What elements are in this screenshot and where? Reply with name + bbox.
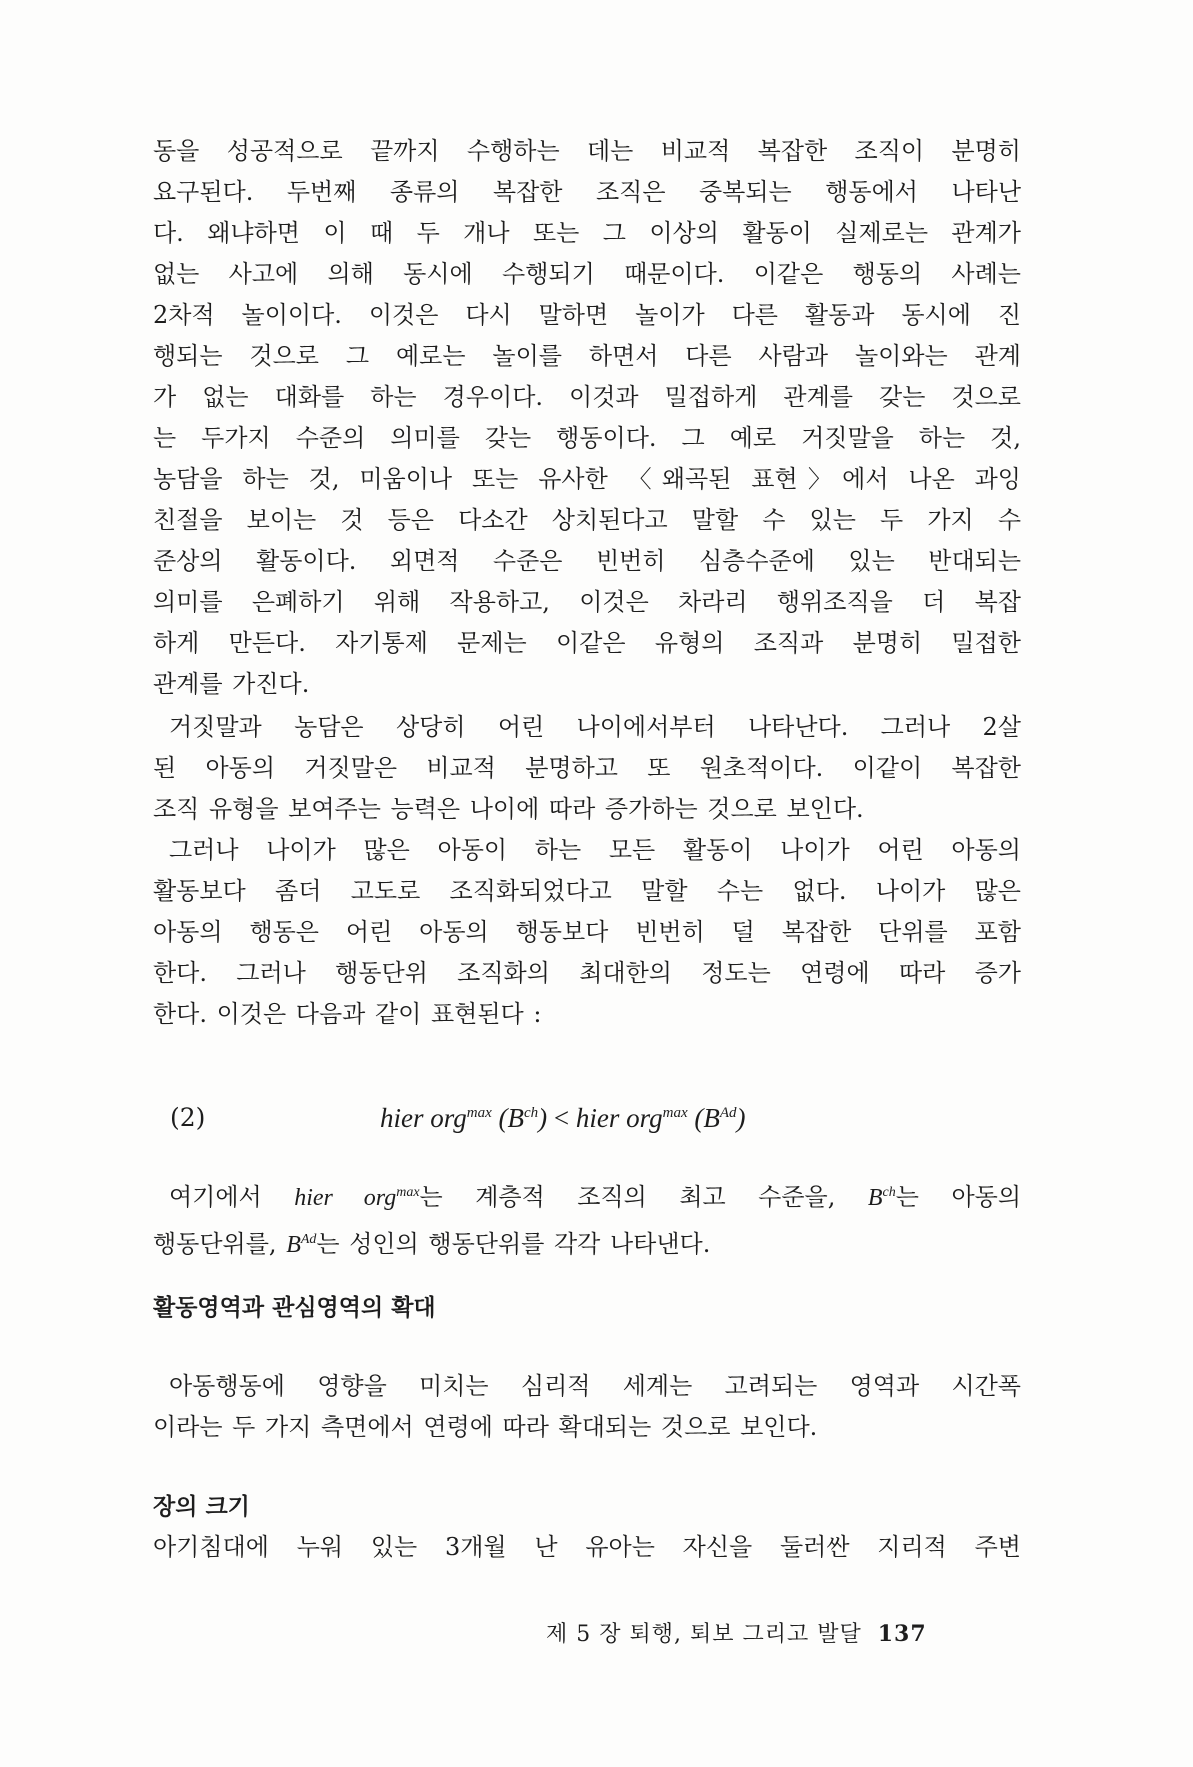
text-span: 여기에서 xyxy=(169,1183,295,1211)
eq-right-arg-sup: Ad xyxy=(719,1105,737,1121)
text-line xyxy=(153,1172,1021,1219)
eq-left-term: hier org xyxy=(380,1103,467,1133)
eq-right-term: hier org xyxy=(575,1103,663,1133)
section-heading: 활동영역과 관심영역의 확대 xyxy=(153,1295,436,1321)
eq-right-close: ) xyxy=(736,1103,746,1133)
term-hier-org xyxy=(294,1185,419,1211)
text-line: 이라는 두 가지 측면에서 연령에 따라 확대되는 것으로 보인다. xyxy=(153,1413,818,1441)
eq-right-arg: (B xyxy=(694,1103,720,1133)
text-span: 는 성인의 행동단위를 각각 나타낸다. xyxy=(316,1230,711,1258)
term-b-ad xyxy=(286,1232,316,1258)
page-footer xyxy=(546,1617,927,1648)
paragraph-5 xyxy=(153,1366,1021,1448)
text-line: 준상의 활동이다. 외면적 수준은 빈번히 심층수준에 있는 반대되는 xyxy=(153,547,1021,575)
paragraph-6 xyxy=(153,1527,1021,1568)
paragraph-1 xyxy=(153,131,1021,705)
subsection-heading: 장의 크기 xyxy=(153,1494,250,1520)
term-sup: Ad xyxy=(300,1232,317,1247)
text-line: 행되는 것으로 그 예로는 놀이를 하면서 다른 사람과 놀이와는 관계 xyxy=(153,342,1021,370)
paragraph-4 xyxy=(153,1172,1021,1266)
eq-left-close: ) xyxy=(538,1103,548,1133)
eq-left-arg: (B xyxy=(498,1103,524,1133)
text-line: 아동행동에 영향을 미치는 심리적 세계는 고려되는 영역과 시간폭 xyxy=(169,1372,1021,1400)
text-line: 농담을 하는 것, 미움이나 또는 유사한 〈왜곡된 표현〉에서 나온 과잉 xyxy=(153,465,1021,493)
text-line: 아기침대에 누워 있는 3개월 난 유아는 자신을 둘러싼 지리적 주변 xyxy=(153,1533,1021,1561)
text-line: 활동보다 좀더 고도로 조직화되었다고 말할 수는 없다. 나이가 많은 xyxy=(153,877,1021,905)
paragraph-3 xyxy=(153,830,1021,1035)
text-line: 조직 유형을 보여주는 능력은 나이에 따라 증가하는 것으로 보인다. xyxy=(153,795,864,823)
text-line: 거짓말과 농담은 상당히 어린 나이에서부터 나타난다. 그러나 2살 xyxy=(169,713,1021,741)
paragraph-2 xyxy=(153,707,1021,830)
term-b-ch xyxy=(868,1185,896,1211)
text-span: 행동단위를, xyxy=(153,1230,287,1258)
text-line: 는 두가지 수준의 의미를 갖는 행동이다. 그 예로 거짓말을 하는 것, xyxy=(153,424,1021,452)
text-line: 한다. 이것은 다음과 같이 표현된다 : xyxy=(153,1000,542,1028)
eq-left-sup: max xyxy=(466,1105,492,1121)
text-line: 2차적 놀이이다. 이것은 다시 말하면 놀이가 다른 활동과 동시에 진 xyxy=(153,301,1021,329)
equation-body xyxy=(380,1103,746,1134)
text-line xyxy=(153,1219,1021,1266)
page-number: 137 xyxy=(877,1621,927,1647)
text-line: 가 없는 대화를 하는 경우이다. 이것과 밀접하게 관계를 갖는 것으로 xyxy=(153,383,1021,411)
equation-2 xyxy=(170,1103,1021,1143)
text-line: 요구된다. 두번째 종류의 복잡한 조직은 중복되는 행동에서 나타난 xyxy=(153,178,1021,206)
term-text: hier org xyxy=(294,1185,397,1211)
eq-operator: < xyxy=(553,1103,570,1133)
text-line: 관계를 가진다. xyxy=(153,670,310,698)
text-line: 다. 왜냐하면 이 때 두 개나 또는 그 이상의 활동이 실제로는 관계가 xyxy=(153,219,1021,247)
term-text: B xyxy=(867,1185,883,1211)
text-line: 친절을 보이는 것 등은 다소간 상치된다고 말할 수 있는 두 가지 수 xyxy=(153,506,1021,534)
text-line: 하게 만든다. 자기통제 문제는 이같은 유형의 조직과 분명히 밀접한 xyxy=(153,629,1021,657)
text-line: 의미를 은폐하기 위해 작용하고, 이것은 차라리 행위조직을 더 복잡 xyxy=(153,588,1021,616)
equation-number: (2) xyxy=(170,1103,206,1132)
eq-left-arg-sup: ch xyxy=(523,1105,539,1121)
text-line: 아동의 행동은 어린 아동의 행동보다 빈번히 덜 복잡한 단위를 포함 xyxy=(153,918,1021,946)
running-footer-chapter: 제 5 장 퇴행, 퇴보 그리고 발달 xyxy=(546,1622,862,1647)
term-sup: ch xyxy=(882,1185,896,1200)
text-line: 그러나 나이가 많은 아동이 하는 모든 활동이 나이가 어린 아동의 xyxy=(169,836,1021,864)
text-line: 동을 성공적으로 끝까지 수행하는 데는 비교적 복잡한 조직이 분명히 xyxy=(153,137,1021,165)
text-span: 는 아동의 xyxy=(895,1183,1021,1211)
eq-right-sup: max xyxy=(662,1105,688,1121)
text-line: 된 아동의 거짓말은 비교적 분명하고 또 원초적이다. 이같이 복잡한 xyxy=(153,754,1021,782)
term-text: B xyxy=(286,1232,301,1258)
text-span: 는 계층적 조직의 최고 수준을, xyxy=(419,1183,868,1211)
text-line: 한다. 그러나 행동단위 조직화의 최대한의 정도는 연령에 따라 증가 xyxy=(153,959,1021,987)
term-sup: max xyxy=(396,1185,420,1200)
text-line: 없는 사고에 의해 동시에 수행되기 때문이다. 이같은 행동의 사례는 xyxy=(153,260,1021,288)
